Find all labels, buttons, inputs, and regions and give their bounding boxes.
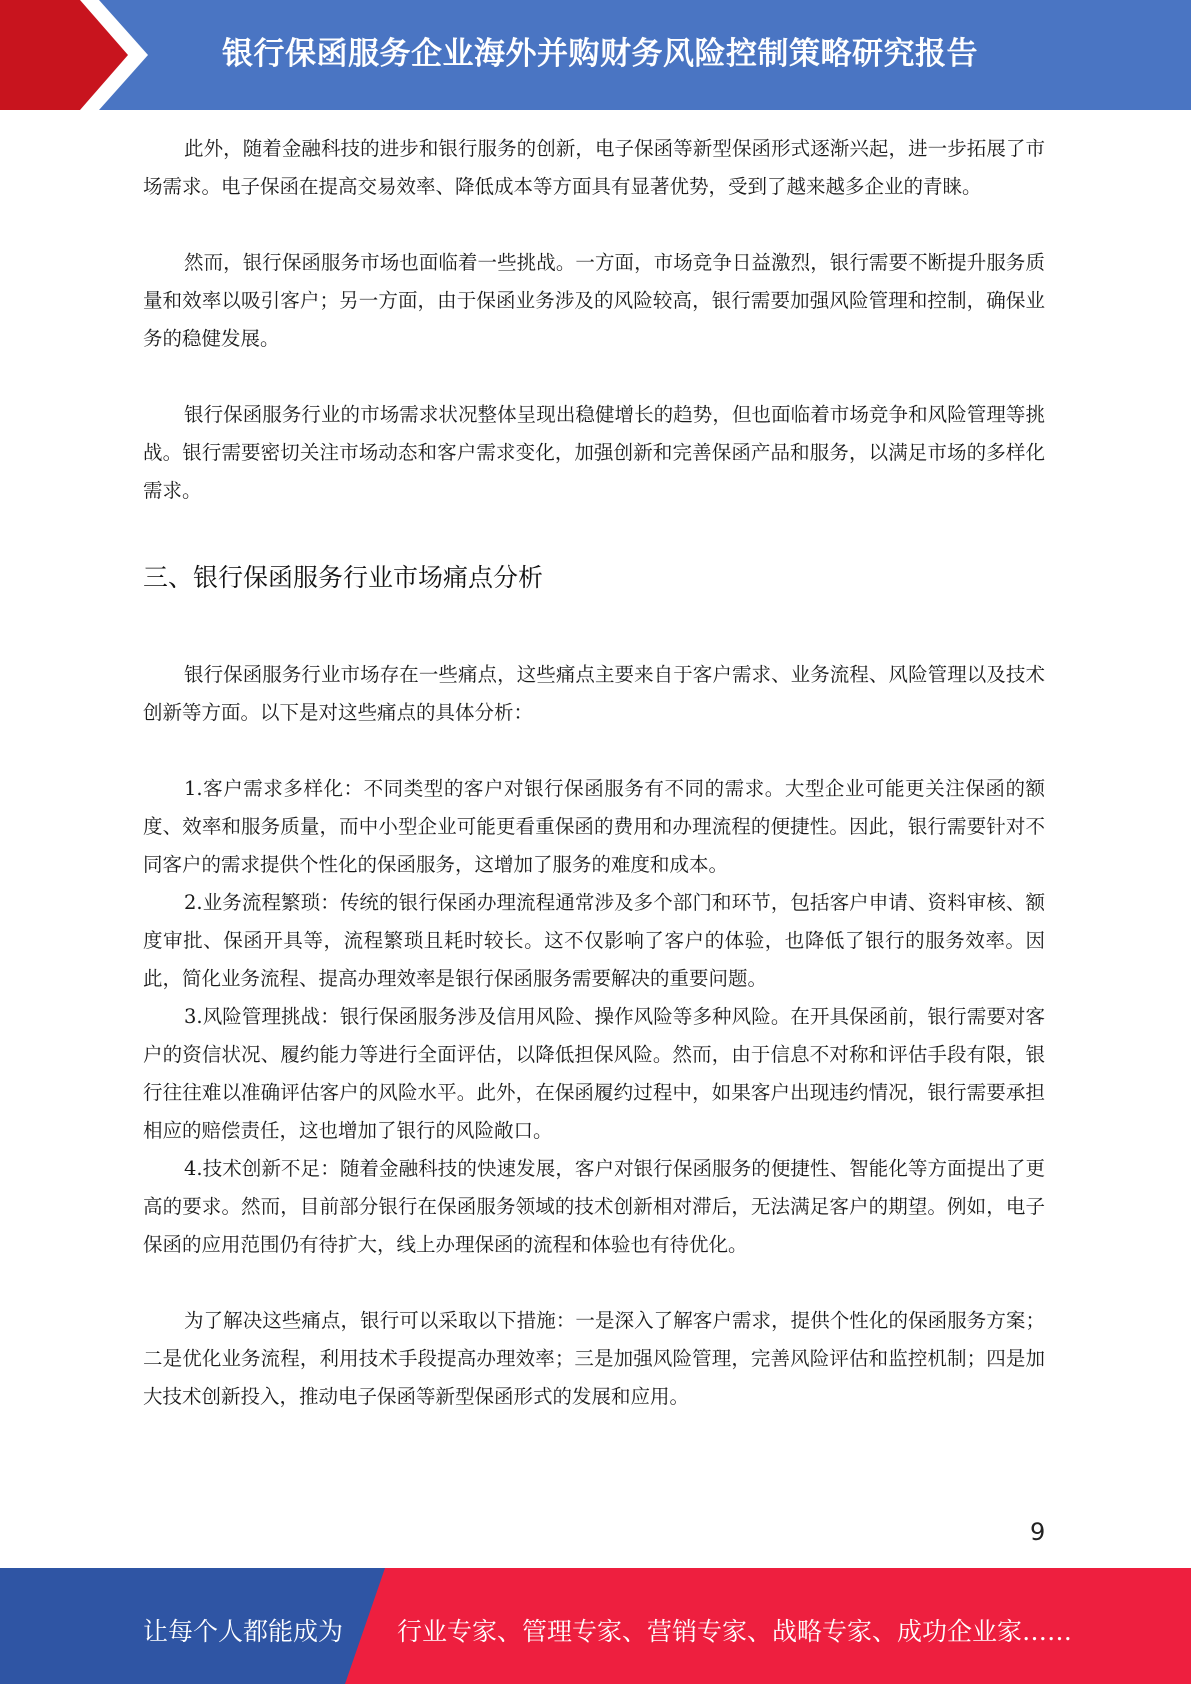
main-content: [143, 130, 1045, 1416]
footer-slogan-left: 让每个人都能成为: [143, 1617, 344, 1646]
list-item: 4.技术创新不足：随着金融科技的快速发展，客户对银行保函服务的便捷性、智能化等方面提出了更高的要求。然而，目前部分银行在保函服务领域的技术创新相对滞后，无法满足客户的期望。例如，电子保函的应用范围仍有待扩大，线上办理保函的流程和体验也有待优化。: [143, 1157, 1045, 1256]
page-footer: [0, 1568, 1191, 1684]
list-item: 3.风险管理挑战：银行保函服务涉及信用风险、操作风险等多种风险。在开具保函前，银行需要对客户的资信状况、履约能力等进行全面评估，以降低担保风险。然而，由于信息不对称和评估手段有限，银行往往难以准确评估客户的风险水平。此外，在保函履约过程中，如果客户出现违约情况，银行需要承担相应的赔偿责任，这也增加了银行的风险敞口。: [143, 1005, 1045, 1142]
paragraph: 银行保函服务行业的市场需求状况整体呈现出稳健增长的趋势，但也面临着市场竞争和风险管理等挑战。银行需要密切关注市场动态和客户需求变化，加强创新和完善保函产品和服务，以满足市场的多样化需求。: [143, 403, 1045, 502]
section-title: 三、银行保函服务行业市场痛点分析: [143, 563, 544, 592]
page-number: 9: [1030, 1518, 1046, 1546]
paragraph: 银行保函服务行业市场存在一些痛点，这些痛点主要来自于客户需求、业务流程、风险管理以及技术创新等方面。以下是对这些痛点的具体分析：: [143, 663, 1045, 724]
list-item: 2.业务流程繁琐：传统的银行保函办理流程通常涉及多个部门和环节，包括客户申请、资料审核、额度审批、保函开具等，流程繁琐且耗时较长。这不仅影响了客户的体验，也降低了银行的服务效率。因此，简化业务流程、提高办理效率是银行保函服务需要解决的重要问题。: [143, 891, 1045, 990]
list-item: 1.客户需求多样化：不同类型的客户对银行保函服务有不同的需求。大型企业可能更关注保函的额度、效率和服务质量，而中小型企业可能更看重保函的费用和办理流程的便捷性。因此，银行需要针对不同客户的需求提供个性化的保函服务，这增加了服务的难度和成本。: [143, 777, 1045, 876]
footer-slogan-right: 行业专家、管理专家、营销专家、战略专家、成功企业家……: [397, 1617, 1073, 1646]
paragraph: 然而，银行保函服务市场也面临着一些挑战。一方面，市场竞争日益激烈，银行需要不断提升服务质量和效率以吸引客户；另一方面，由于保函业务涉及的风险较高，银行需要加强风险管理和控制，确保业务的稳健发展。: [143, 251, 1045, 350]
paragraph: 为了解决这些痛点，银行可以采取以下措施：一是深入了解客户需求，提供个性化的保函服务方案；二是优化业务流程，利用技术手段提高办理效率；三是加强风险管理，完善风险评估和监控机制；四是加大技术创新投入，推动电子保函等新型保函形式的发展和应用。: [143, 1309, 1045, 1408]
paragraph: 此外，随着金融科技的进步和银行服务的创新，电子保函等新型保函形式逐渐兴起，进一步拓展了市场需求。电子保函在提高交易效率、降低成本等方面具有显著优势，受到了越来越多企业的青睐。: [143, 137, 1045, 198]
page-header: [0, 0, 1191, 110]
header-title: 银行保函服务企业海外并购财务风险控制策略研究报告: [222, 36, 978, 72]
